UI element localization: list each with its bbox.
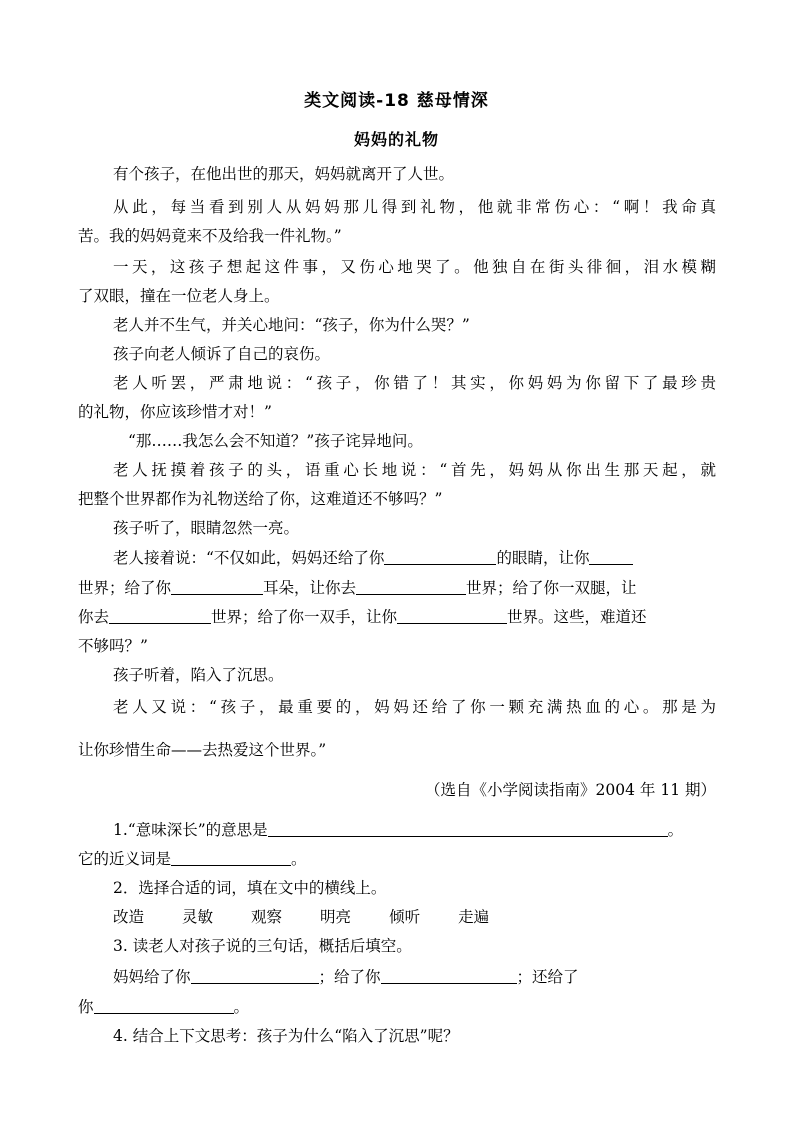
paragraph-with-blanks bbox=[113, 547, 716, 569]
question-3-answer bbox=[113, 966, 716, 988]
question-3: 3. 读老人对孩子说的三句话，概括后填空。 bbox=[113, 937, 412, 955]
paragraph: 一天，这孩子想起这件事，又伤心地哭了。他独自在街头徘徊，泪水模糊 bbox=[113, 258, 716, 276]
text: 。 bbox=[667, 821, 684, 839]
story-title: 妈妈的礼物 bbox=[353, 130, 439, 149]
answer-blank[interactable] bbox=[171, 849, 291, 866]
question-1-cont bbox=[78, 848, 716, 870]
text: ；给了你 bbox=[318, 968, 381, 986]
question-2: 2．选择合适的词，填在文中的横线上。 bbox=[113, 879, 387, 897]
page-title: 类文阅读-18 慈母情深 bbox=[304, 91, 489, 111]
text: 1.“意味深长”的意思是 bbox=[113, 821, 268, 839]
paragraph: 老人听罢，严肃地说：“孩子，你错了！其实，你妈妈为你留下了最珍贵 bbox=[113, 374, 716, 392]
fill-blank[interactable] bbox=[171, 578, 263, 595]
answer-blank[interactable] bbox=[381, 967, 517, 984]
paragraph: 老人并不生气，并关心地问：“孩子，你为什么哭？” bbox=[113, 316, 470, 334]
answer-blank[interactable] bbox=[191, 967, 319, 984]
text: ；还给了 bbox=[516, 968, 579, 986]
question-3-answer-cont bbox=[78, 996, 716, 1018]
paragraph: 有个孩子，在他出世的那天，妈妈就离开了人世。 bbox=[113, 165, 455, 183]
paragraph: 的礼物，你应该珍惜才对！” bbox=[78, 403, 272, 421]
word-option: 观察 bbox=[251, 908, 283, 926]
text: 世界；给了你一双腿，让 bbox=[466, 579, 637, 597]
paragraph: 让你珍惜生命——去热爱这个世界。” bbox=[78, 741, 327, 759]
word-option: 明亮 bbox=[320, 908, 352, 926]
paragraph: “那……我怎么会不知道？”孩子诧异地问。 bbox=[128, 432, 423, 450]
text: 。 bbox=[233, 998, 250, 1016]
text: 你 bbox=[78, 998, 94, 1016]
text: 老人接着说：“不仅如此，妈妈还给了你 bbox=[113, 549, 385, 567]
paragraph: 孩子向老人倾诉了自己的哀伤。 bbox=[113, 345, 331, 363]
fill-blank[interactable] bbox=[589, 548, 633, 565]
text: 世界。这些，难道还 bbox=[507, 608, 647, 626]
text: 它的近义词是 bbox=[78, 850, 172, 868]
text: 世界；给了你 bbox=[78, 579, 172, 597]
answer-blank[interactable] bbox=[94, 997, 234, 1014]
word-option: 倾听 bbox=[389, 908, 421, 926]
text: 耳朵，让你去 bbox=[263, 579, 357, 597]
text: 妈妈给了你 bbox=[113, 968, 191, 986]
paragraph: 老人抚摸着孩子的头，语重心长地说：“首先，妈妈从你出生那天起，就 bbox=[113, 461, 716, 479]
fill-blank[interactable] bbox=[384, 548, 496, 565]
source-citation: （选自《小学阅读指南》2004 年 11 期） bbox=[425, 781, 716, 799]
paragraph-with-blanks bbox=[78, 606, 716, 628]
fill-blank[interactable] bbox=[109, 607, 211, 624]
fill-blank[interactable] bbox=[397, 607, 507, 624]
fill-blank[interactable] bbox=[356, 578, 466, 595]
paragraph-with-blanks bbox=[78, 577, 716, 599]
word-options bbox=[113, 906, 716, 928]
word-option: 改造 bbox=[113, 908, 145, 926]
question-4: 4. 结合上下文思考：孩子为什么“陷入了沉思”呢？ bbox=[113, 1027, 459, 1045]
text: 你去 bbox=[78, 608, 110, 626]
word-option: 走遍 bbox=[458, 908, 490, 926]
paragraph: 老人又说：“孩子，最重要的，妈妈还给了你一颗充满热血的心。那是为 bbox=[113, 698, 716, 716]
text: 。 bbox=[291, 850, 307, 868]
paragraph: 了双眼，撞在一位老人身上。 bbox=[78, 287, 280, 305]
paragraph: 孩子听着，陷入了沉思。 bbox=[113, 666, 284, 684]
answer-blank[interactable] bbox=[268, 820, 668, 837]
paragraph: 从此，每当看到别人从妈妈那儿得到礼物，他就非常伤心：“啊！我命真 bbox=[113, 198, 716, 216]
paragraph: 苦。我的妈妈竟来不及给我一件礼物。” bbox=[78, 227, 342, 245]
paragraph: 孩子听了，眼睛忽然一亮。 bbox=[113, 519, 300, 537]
text: 的眼睛，让你 bbox=[496, 549, 590, 567]
paragraph: 不够吗？” bbox=[78, 637, 148, 655]
word-option: 灵敏 bbox=[182, 908, 214, 926]
paragraph: 把整个世界都作为礼物送给了你，这难道还不够吗？” bbox=[78, 490, 443, 508]
question-1 bbox=[113, 819, 716, 841]
text: 世界；给了你一双手，让你 bbox=[211, 608, 398, 626]
